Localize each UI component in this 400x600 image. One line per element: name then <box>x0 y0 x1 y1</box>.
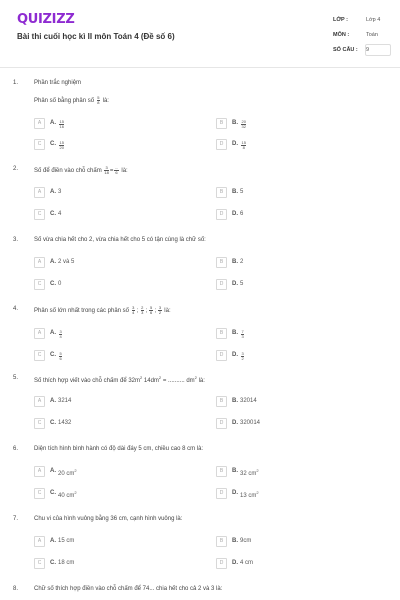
option-key: D. <box>232 211 238 217</box>
option-key: C. <box>50 352 56 358</box>
option-key: D. <box>232 420 238 426</box>
option-key: B. <box>232 189 238 195</box>
question-8 <box>0 586 400 598</box>
fraction <box>132 306 135 315</box>
header-divider <box>0 67 400 68</box>
denominator: 3 <box>141 310 144 315</box>
option-value <box>58 468 77 477</box>
fraction <box>141 306 144 315</box>
text-part: Số thích hợp viết vào chỗ chấm để 32m <box>34 378 140 384</box>
option-letter: A <box>34 328 45 339</box>
superscript: 2 <box>140 375 143 380</box>
numerator: 3 <box>158 305 162 310</box>
meta-class-label: LỚP : <box>333 17 348 23</box>
question-text <box>34 166 374 175</box>
option-key: C. <box>50 281 56 287</box>
denominator: 18 <box>104 170 109 175</box>
numerator: 15 <box>59 119 64 124</box>
option-key: A. <box>50 120 56 126</box>
option-key: C. <box>50 560 56 566</box>
option-letter: C <box>34 139 45 150</box>
denominator: 6 <box>115 170 118 175</box>
question-7 <box>0 516 400 586</box>
denominator: 8 <box>242 145 245 150</box>
option-value: 5 <box>240 189 244 195</box>
option-value <box>240 120 247 129</box>
option-value: 9cm <box>240 538 252 544</box>
numerator: 15 <box>59 140 64 145</box>
text-suffix: là: <box>164 308 171 315</box>
option-value: 6 <box>240 211 244 217</box>
option-value <box>240 490 259 499</box>
option-letter: C <box>34 488 45 499</box>
option-key: B. <box>232 398 238 404</box>
option-key: D. <box>232 281 238 287</box>
option-letter: B <box>216 396 227 407</box>
value-text: 20 cm <box>58 471 75 477</box>
question-number: 2. <box>13 166 19 172</box>
option-key: A. <box>50 468 56 474</box>
numerator: 7 <box>241 329 244 334</box>
meta-subject-value: Toán <box>366 32 378 38</box>
option-letter: D <box>216 279 227 290</box>
numerator: 5 <box>59 351 62 356</box>
option-value <box>58 120 65 129</box>
option-key: B. <box>232 330 238 336</box>
question-number: 3. <box>13 237 19 243</box>
option-key: B. <box>232 468 238 474</box>
option-letter: D <box>216 350 227 361</box>
superscript: 2 <box>158 375 162 380</box>
text-part: là: <box>196 378 205 384</box>
question-subtext <box>34 96 109 105</box>
option-letter: D <box>216 139 227 150</box>
question-1 <box>0 80 400 150</box>
option-value: 3 <box>58 189 62 195</box>
option-value <box>58 330 63 339</box>
option-value: 2 <box>240 259 244 265</box>
numerator: 5 <box>149 305 153 310</box>
question-number: 8. <box>13 586 19 592</box>
fraction <box>59 352 62 361</box>
option-key: A. <box>50 259 56 265</box>
option-key: D. <box>232 352 238 358</box>
question-number: 1. <box>13 80 19 86</box>
meta-count-label: SỐ CÂU : <box>333 47 358 53</box>
option-key: D. <box>232 560 238 566</box>
fraction <box>59 330 62 339</box>
separator: ; <box>136 308 139 315</box>
denominator: 6 <box>59 356 62 361</box>
fraction <box>149 306 152 315</box>
question-3 <box>0 237 400 307</box>
option-key: D. <box>232 141 238 147</box>
numerator: 3 <box>59 329 62 334</box>
option-letter: B <box>216 536 227 547</box>
option-value <box>240 330 245 339</box>
fraction <box>104 166 108 175</box>
fraction <box>158 306 161 315</box>
superscript: 2 <box>194 375 197 380</box>
question-text <box>34 306 374 315</box>
option-letter: B <box>216 187 227 198</box>
option-key: B. <box>232 259 238 265</box>
option-letter: C <box>34 558 45 569</box>
subtext-prefix: Phân số bằng phân số <box>34 98 95 105</box>
option-key: C. <box>50 211 56 217</box>
question-6 <box>0 446 400 516</box>
option-letter: A <box>34 257 45 268</box>
fraction <box>241 120 246 129</box>
option-value: 3214 <box>58 398 72 404</box>
fraction <box>97 96 100 105</box>
numerator: 5 <box>97 95 100 100</box>
option-letter: B <box>216 257 227 268</box>
option-letter: D <box>216 488 227 499</box>
option-letter: B <box>216 118 227 129</box>
option-value <box>240 141 247 150</box>
option-letter: A <box>34 118 45 129</box>
option-key: B. <box>232 120 238 126</box>
option-letter: B <box>216 466 227 477</box>
denominator: 20 <box>59 145 64 150</box>
superscript: 2 <box>256 490 259 495</box>
fraction <box>59 120 64 129</box>
question-text: Số vừa chia hết cho 2, vừa chia hết cho 5 có tận cùng là chữ số: <box>34 237 206 243</box>
option-key: C. <box>50 420 56 426</box>
option-value: 1432 <box>58 420 72 426</box>
option-key: C. <box>50 490 56 496</box>
option-key: A. <box>50 189 56 195</box>
numerator: 20 <box>241 119 246 124</box>
separator: ; <box>154 308 157 315</box>
quizizz-logo: QUIZIZZ <box>17 12 75 27</box>
value-text: 13 cm <box>240 493 257 499</box>
option-key: A. <box>50 330 56 336</box>
superscript: 2 <box>74 490 77 495</box>
meta-count-value: 9 <box>366 47 370 53</box>
denominator: 16 <box>59 124 64 129</box>
numerator: 3 <box>132 305 135 310</box>
option-value <box>240 352 245 361</box>
option-value: 15 cm <box>58 538 75 544</box>
option-letter: C <box>34 418 45 429</box>
question-text <box>34 375 374 384</box>
option-letter: A <box>34 396 45 407</box>
option-letter: C <box>34 279 45 290</box>
option-value: 2 và 5 <box>58 259 75 265</box>
question-text: Phần trắc nghiệm <box>34 80 82 86</box>
option-letter: D <box>216 558 227 569</box>
option-value: 5 <box>240 281 244 287</box>
option-value: 320014 <box>240 420 261 426</box>
option-key: B. <box>232 538 238 544</box>
fraction <box>59 141 64 150</box>
equals-sign: = <box>109 168 114 175</box>
fraction <box>241 330 244 339</box>
question-number: 7. <box>13 516 19 522</box>
denominator: 6 <box>149 310 153 315</box>
denominator: 8 <box>97 100 100 105</box>
option-letter: A <box>34 187 45 198</box>
numerator: 2 <box>141 305 144 310</box>
value-text: 40 cm <box>58 493 75 499</box>
option-value: 4 <box>58 211 62 217</box>
option-value: 0 <box>58 281 62 287</box>
text-suffix: là: <box>121 168 128 175</box>
question-text: Diện tích hình bình hành có độ dài đáy 5 cm, chiều cao 8 cm là: <box>34 446 204 452</box>
option-key: A. <box>50 398 56 404</box>
option-key: C. <box>50 141 56 147</box>
option-key: D. <box>232 490 238 496</box>
option-letter: C <box>34 209 45 220</box>
subtext-suffix: là: <box>102 98 109 105</box>
question-4 <box>0 306 400 376</box>
denominator: 3 <box>241 334 244 339</box>
option-value <box>240 468 259 477</box>
option-letter: A <box>34 536 45 547</box>
option-letter: D <box>216 209 227 220</box>
fraction <box>241 141 246 150</box>
question-text: Chu vi của hình vuông bằng 36 cm, cạnh hình vuông là: <box>34 516 183 522</box>
option-value <box>58 490 77 499</box>
question-text: Chữ số thích hợp điền vào chỗ chấm để 74... chia hết cho cả 2 và 3 là: <box>34 586 223 592</box>
option-letter: B <box>216 328 227 339</box>
option-value: 18 cm <box>58 560 75 566</box>
question-number: 6. <box>13 446 19 452</box>
question-number: 4. <box>13 306 19 312</box>
option-key: A. <box>50 538 56 544</box>
option-value: 4 cm <box>240 560 254 566</box>
question-5 <box>0 375 400 445</box>
question-2 <box>0 166 400 236</box>
option-value: 32014 <box>240 398 257 404</box>
option-value <box>58 141 65 150</box>
denominator: 2 <box>241 356 244 361</box>
value-text: 32 cm <box>240 471 257 477</box>
numerator: 3 <box>105 165 108 170</box>
denominator: 32 <box>241 124 246 129</box>
option-letter: D <box>216 418 227 429</box>
option-letter: A <box>34 466 45 477</box>
text-prefix: Phân số lớn nhất trong các phân số <box>34 308 129 315</box>
denominator: 2 <box>158 310 162 315</box>
separator: ; <box>145 308 148 315</box>
fraction <box>114 166 118 175</box>
document-title: Bài thi cuối học kì II môn Toán 4 (Đề số 6) <box>17 32 175 41</box>
text-prefix: Số để điền vào chỗ chấm <box>34 168 102 175</box>
denominator: 4 <box>132 310 135 315</box>
text-part: = .......... dm <box>161 378 195 384</box>
numerator: 15 <box>241 140 246 145</box>
superscript: 2 <box>256 468 259 473</box>
text-part: 14dm <box>142 378 159 384</box>
fraction <box>241 352 244 361</box>
denominator: 4 <box>59 334 62 339</box>
question-number: 5. <box>13 375 19 381</box>
numerator: ... <box>114 165 119 170</box>
numerator: 3 <box>241 351 244 356</box>
option-letter: C <box>34 350 45 361</box>
meta-subject-label: MÔN : <box>333 32 350 38</box>
meta-class-value: Lớp 4 <box>366 17 381 23</box>
superscript: 2 <box>74 468 77 473</box>
option-value <box>58 352 63 361</box>
